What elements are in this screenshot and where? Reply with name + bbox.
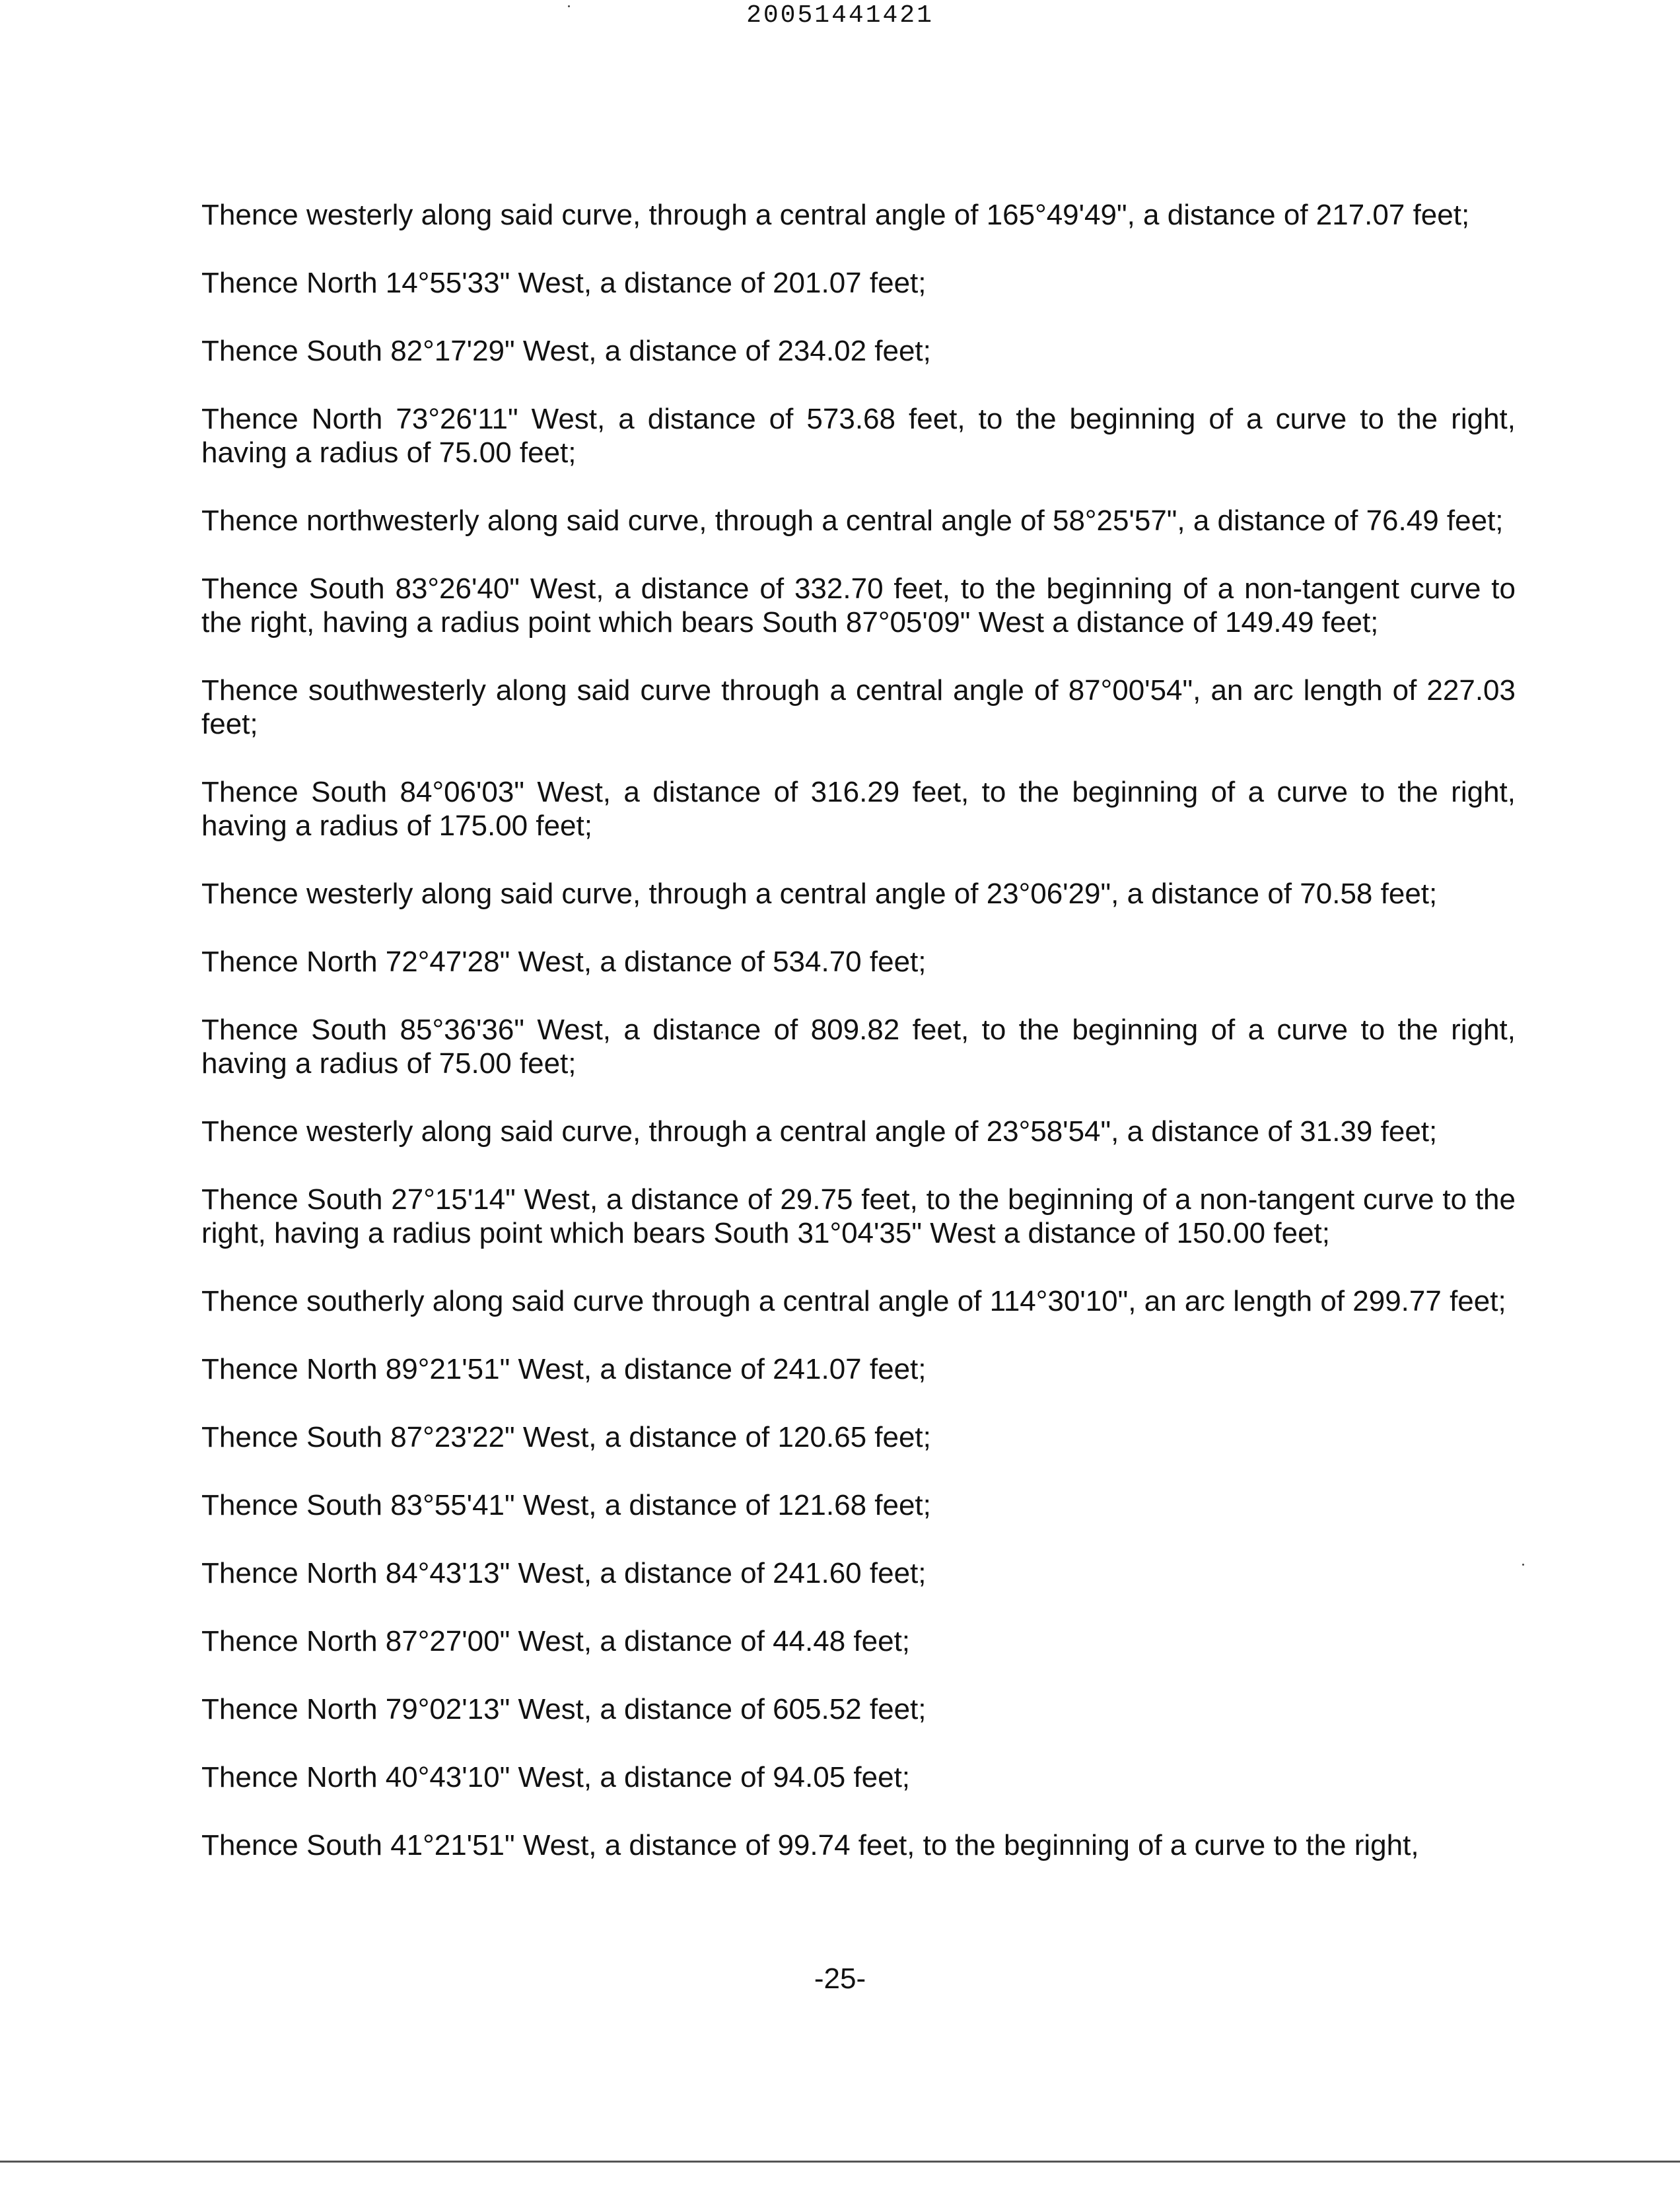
course-paragraph: Thence North 89°21'51" West, a distance of 241.07 feet; <box>201 1353 927 1385</box>
course-paragraph: Thence North 73°26'11" West, a distance of 573.68 feet, to the beginning of a curve to the right, having a radius of 75.00 feet; <box>201 403 1516 469</box>
course-paragraph: Thence North 79°02'13" West, a distance of 605.52 feet; <box>201 1693 927 1725</box>
course-paragraph: Thence South 85°36'36" West, a distance of 809.82 feet, to the beginning of a curve to the right, having a radius of 75.00 feet; <box>201 1014 1516 1080</box>
course-paragraph: Thence South 82°17'29" West, a distance of 234.02 feet; <box>201 335 931 367</box>
course-paragraph: Thence North 14°55'33" West, a distance of 201.07 feet; <box>201 267 927 299</box>
course-paragraph: Thence North 40°43'10" West, a distance of 94.05 feet; <box>201 1761 911 1793</box>
course-paragraph: Thence westerly along said curve, through a central angle of 165°49'49", a distance of 217.07 feet; <box>201 199 1470 231</box>
course-paragraph: Thence North 84°43'13" West, a distance of 241.60 feet; <box>201 1557 927 1589</box>
page-number: -25- <box>814 1962 866 1995</box>
course-paragraph: Thence southerly along said curve through a central angle of 114°30'10", an arc length of 299.77 feet; <box>201 1285 1506 1317</box>
legal-description-body <box>201 198 1516 1896</box>
course-paragraph: Thence westerly along said curve, through a central angle of 23°06'29", a distance of 70.58 feet; <box>201 878 1438 910</box>
course-paragraph: Thence South 41°21'51" West, a distance of 99.74 feet, to the beginning of a curve to the right, <box>201 1829 1419 1861</box>
bottom-scan-edge <box>0 2161 1680 2163</box>
course-paragraph: Thence South 87°23'22" West, a distance of 120.65 feet; <box>201 1421 931 1453</box>
course-paragraph: Thence South 83°55'41" West, a distance of 121.68 feet; <box>201 1489 931 1521</box>
course-paragraph: Thence North 72°47'28" West, a distance of 534.70 feet; <box>201 946 927 978</box>
course-paragraph: Thence westerly along said curve, through a central angle of 23°58'54", a distance of 31.39 feet; <box>201 1115 1438 1148</box>
document-number: 20051441421 <box>746 1 934 30</box>
course-paragraph: Thence South 83°26'40" West, a distance of 332.70 feet, to the beginning of a non-tangent curve to the right, having a radius point which bears South 87°05'09" West a distance of 149.49 feet; <box>201 573 1516 639</box>
course-paragraph: Thence northwesterly along said curve, through a central angle of 58°25'57", a distance of 76.49 feet; <box>201 504 1504 537</box>
course-paragraph: Thence South 84°06'03" West, a distance of 316.29 feet, to the beginning of a curve to the right, having a radius of 175.00 feet; <box>201 776 1516 842</box>
course-paragraph: Thence North 87°27'00" West, a distance of 44.48 feet; <box>201 1625 911 1657</box>
course-paragraph: Thence southwesterly along said curve through a central angle of 87°00'54", an arc length of 227.03 feet; <box>201 674 1516 740</box>
scan-speck <box>1522 1564 1524 1566</box>
scan-speck <box>568 5 570 7</box>
course-paragraph: Thence South 27°15'14" West, a distance of 29.75 feet, to the beginning of a non-tangent curve to the right, having a radius point which bears South 31°04'35" West a distance of 150.00 feet; <box>201 1183 1516 1249</box>
